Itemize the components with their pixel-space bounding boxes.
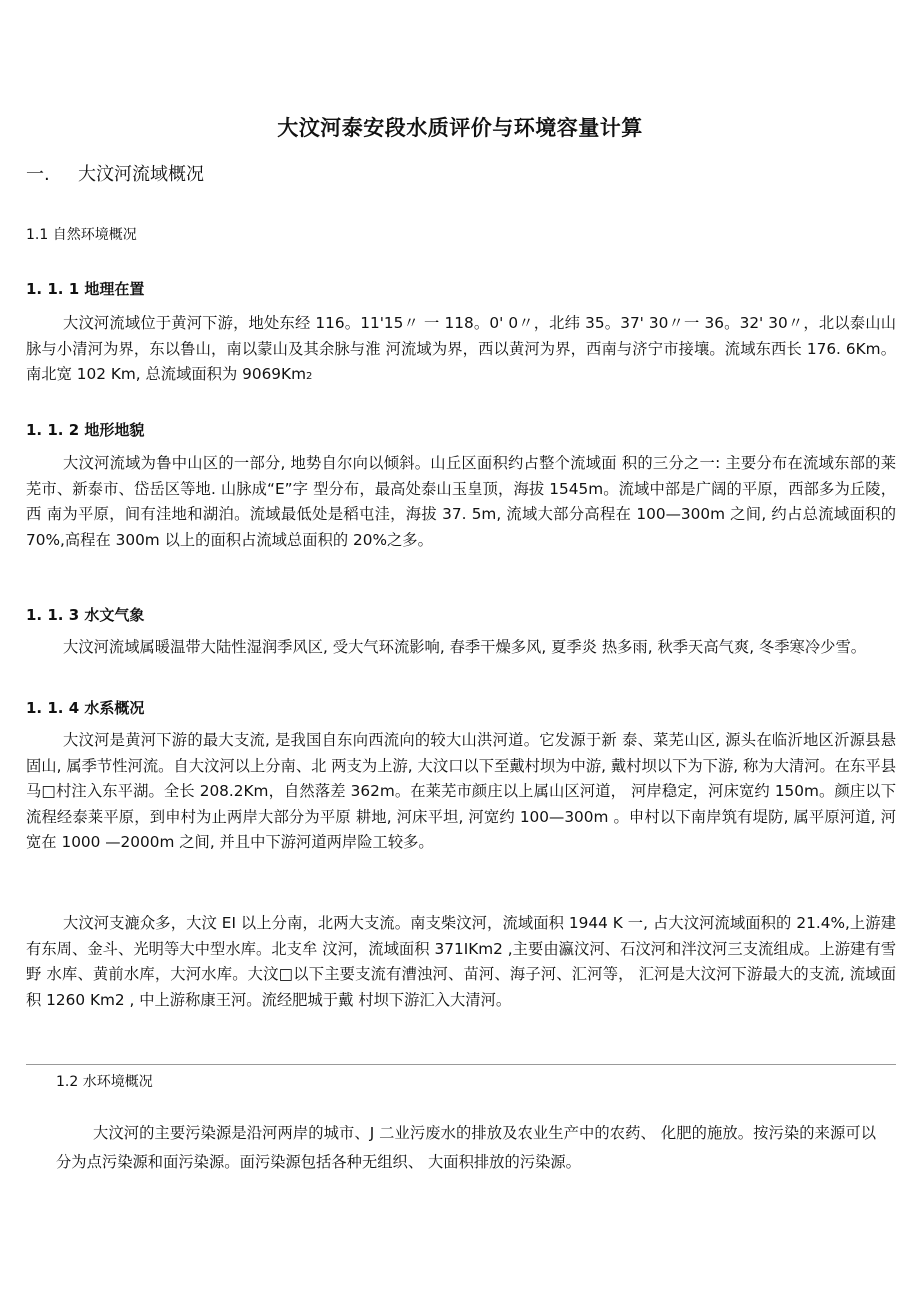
paragraph-terrain: 大汶河流域为鲁中山区的一部分, 地势自尔向以倾斜。山丘区面积约占整个流域面 积的三分之一: 主要分布在流域东部的莱芜市、新泰市、岱岳区等地. 山脉成“E”字 型分布，最高处泰山玉皇顶，海拔 1545m。流域中部是广阔的平原，西部多为丘陵，西 南为平原，间有洼地和湖泊。流域最低处是稻屯洼，海拔 37. 5m, 流域大部分高程在 100—300m 之间, 约占总流域面积的 70%,高程在 300m 以上的面积占流域总面积的 20%之多。 — [26, 454, 896, 549]
paragraph-water-system-1: 大汶河是黄河下游的最大支流, 是我国自东向西流向的较大山洪河道。它发源于新 泰、菜芜山区, 源头在临沂地区沂源县悬固山, 属季节性河流。自大汶河以上分南、北 两支为上游, 大汶口以下至戴村坝为中游, 戴村坝以下为下游, 称为大清河。在东平县 马□村注入东平湖。全长 208.2Km，自然落差 362m。在莱芜市颜庄以上属山区河道， 河岸稳定，河床宽约 150m。颜庄以下流程经泰莱平原，到申村为止两岸大部分为平原 耕地, 河床平坦, 河宽约 100—300m 。申村以下南岸筑有堤防, 属平原河道, 河宽在 1000 —2000m 之间, 并且中下游河道两岸险工较多。 — [26, 731, 896, 852]
heading-1-1-3: 1. 1. 3 水文气象 — [26, 606, 145, 624]
subsection-1-2-heading: 1.2 水环境概况 — [56, 1074, 153, 1090]
heading-1-1-4: 1. 1. 4 水系概况 — [26, 699, 145, 717]
paragraph-geography-text: 大汶河流域位于黄河下游，地处东经 116。11'15〃 一 118。0' 0〃，北纬 35。37' 30〃一 36。32' 30〃，北以泰山山脉与小清河为界，东以鲁山，南以蒙山及其余脉与淮 河流域为界，西以黄河为界，西南与济宁市接壤。流域东西长 176. 6Km。南北宽 102 Km, 总流域面积为 9069Km — [26, 314, 896, 384]
section-1-number: 一. — [26, 164, 50, 185]
paragraph-water-environment: 大汶河的主要污染源是沿河两岸的城市、J 二业污废水的排放及农业生产中的农药、 化肥的施放。按污染的来源可以分为点污染源和面污染源。面污染源包括各种无组织、 大面积排放的污染源。 — [56, 1124, 876, 1171]
heading-1-1-1: 1. 1. 1 地理在置 — [26, 280, 145, 298]
heading-1-1-2: 1. 1. 2 地形地貌 — [26, 421, 145, 439]
section-divider — [26, 1064, 896, 1065]
paragraph-water-system-2: 大汶河支漉众多，大汶 EI 以上分南，北两大支流。南支柴汶河，流域面积 1944 K 一, 占大汶河流域面积的 21.4%,上游建有东周、金斗、光明等大中型水库。北支牟 汶河，流域面积 371IKm2 ,主要由瀛汶河、石汶河和泮汶河三支流组成。上游建有雪野 水库、黄前水库，大河水库。大汶□以下主要支流有漕浊河、苗河、海子河、汇河等， 汇河是大汶河下游最大的支流, 流域面积 1260 Km2 , 中上游称康王河。流经肥城于戴 村坝下游汇入大清河。 — [26, 914, 896, 1009]
paragraph-geography — [26, 311, 896, 390]
subsection-1-1-heading: 1.1 自然环境概况 — [26, 227, 137, 243]
document-title: 大汶河泰安段水质评价与环境容量计算 — [277, 116, 643, 140]
section-1-heading — [26, 160, 204, 186]
area-unit-superscript: 2 — [305, 371, 313, 383]
paragraph-climate: 大汶河流域属暖温带大陆性湿润季风区, 受大气环流影响, 春季干燥多风, 夏季炎 热多雨, 秋季天高气爽, 冬季寒冷少雪。 — [63, 638, 867, 656]
section-1-title: 大汶河流域概况 — [78, 164, 204, 185]
